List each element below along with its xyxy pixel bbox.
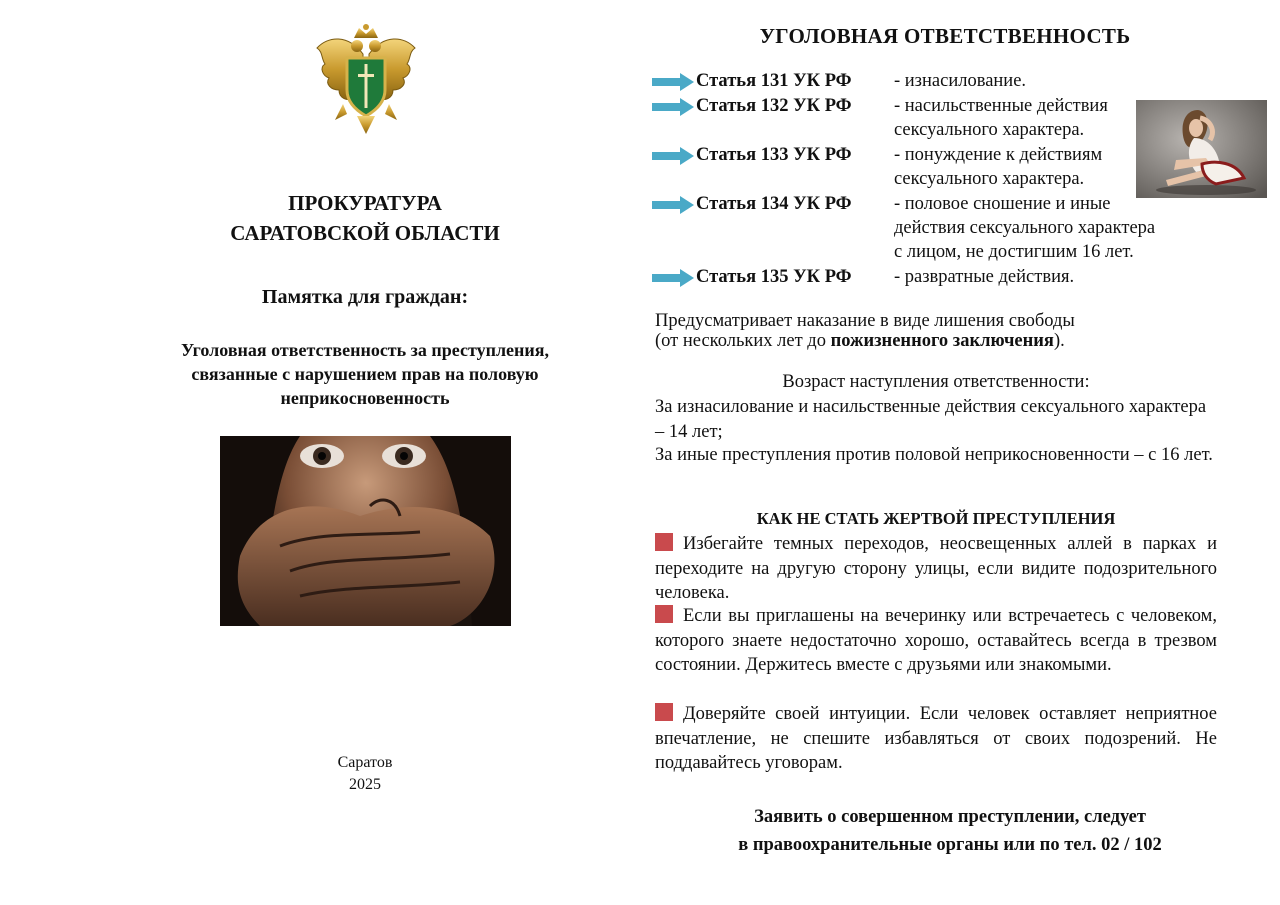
subtitle-line-3: неприкосновенность [280,388,450,408]
article-row [652,94,1108,119]
article-row [652,192,1111,217]
article-description: - половое сношение и иные [894,194,1111,214]
article-row [652,69,1027,94]
subtitle-line-2: связанные с нарушением прав на половую [191,364,539,384]
org-line-1: ПРОКУРАТУРА [288,191,442,215]
tip-item [655,702,1217,776]
subtitle-line-1: Уголовная ответственность за преступления, [180,340,550,360]
article-description: - насильственные действия [894,96,1108,116]
distressed-woman-photo [1136,100,1267,198]
report-crime-notice [655,803,1245,859]
arrow-right-icon [652,98,694,116]
arrow-right-icon [652,196,694,214]
memo-title: Памятка для граждан: [261,286,469,308]
punishment-text [655,311,1217,351]
report-line-2: в правоохранительные органы или по тел. 02 / 102 [738,835,1162,855]
organization-name [130,188,600,248]
article-number: Статья 134 УК РФ [696,194,852,214]
article-row [652,143,1103,168]
punishment-line-1: Предусматривает наказание в виде лишения свободы [655,311,1075,331]
article-description-cont: действия сексуального характера [894,218,1156,238]
article-description-cont: сексуального характера. [894,120,1085,140]
age-16-text: За иные преступления против половой неприкосновенности – с 16 лет. [655,445,1213,465]
org-line-2: САРАТОВСКОЙ ОБЛАСТИ [230,221,500,245]
age-of-liability-title: Возраст наступления ответственности: [782,372,1090,392]
punishment-life: пожизненного заключения [830,331,1054,351]
arrow-right-icon [652,73,694,91]
article-description: - изнасилование. [894,71,1027,91]
article-description-cont: сексуального характера. [894,169,1085,189]
covered-mouth-photo [220,436,511,626]
report-line-1: Заявить о совершенном преступлении, следует [754,807,1146,827]
city-and-year [130,752,600,796]
article-number: Статья 135 УК РФ [696,267,852,287]
article-number: Статья 133 УК РФ [696,145,852,165]
article-number: Статья 132 УК РФ [696,96,852,116]
tip-item [655,532,1217,606]
arrow-right-icon [652,147,694,165]
tip-text: Доверяйте своей интуиции. Если человек оставляет неприятное впечатление, не спешите избавляться от своих подозрений. Не поддавайтесь уговорам. [655,704,1217,773]
arrow-right-icon [652,269,694,287]
article-description: - понуждение к действиям [894,145,1103,165]
leaflet-subtitle [130,338,600,410]
prosecutor-emblem-icon [313,24,419,138]
city: Саратов [337,754,393,771]
tip-item [655,604,1217,678]
bullet-square-icon [655,605,673,623]
article-description-cont: с лицом, не достигшим 16 лет. [894,242,1134,262]
punishment-post: ). [1053,331,1065,351]
article-row [652,265,1075,290]
bullet-square-icon [655,703,673,721]
article-number: Статья 131 УК РФ [696,71,852,91]
punishment-line-2 [655,331,1217,351]
punishment-pre: (от нескольких лет до [655,331,831,351]
age-14-text: За изнасилование и насильственные действия сексуального характера – 14 лет; [655,397,1207,442]
year: 2025 [349,776,381,793]
criminal-liability-title: УГОЛОВНАЯ ОТВЕТСТВЕННОСТЬ [759,24,1131,48]
how-not-to-become-victim-title: КАК НЕ СТАТЬ ЖЕРТВОЙ ПРЕСТУПЛЕНИЯ [756,509,1116,528]
tip-text: Избегайте темных переходов, неосвещенных аллей в парках и переходите на другую сторону улицы, если видите подозрительного человека. [655,534,1217,603]
bullet-square-icon [655,533,673,551]
tip-text: Если вы приглашены на вечеринку или встречаетесь с человеком, которого знаете недостаточно хорошо, оставайтесь всегда в трезвом состоянии. Держитесь вместе с друзьями или знакомыми. [655,606,1217,675]
article-description: - развратные действия. [894,267,1075,287]
